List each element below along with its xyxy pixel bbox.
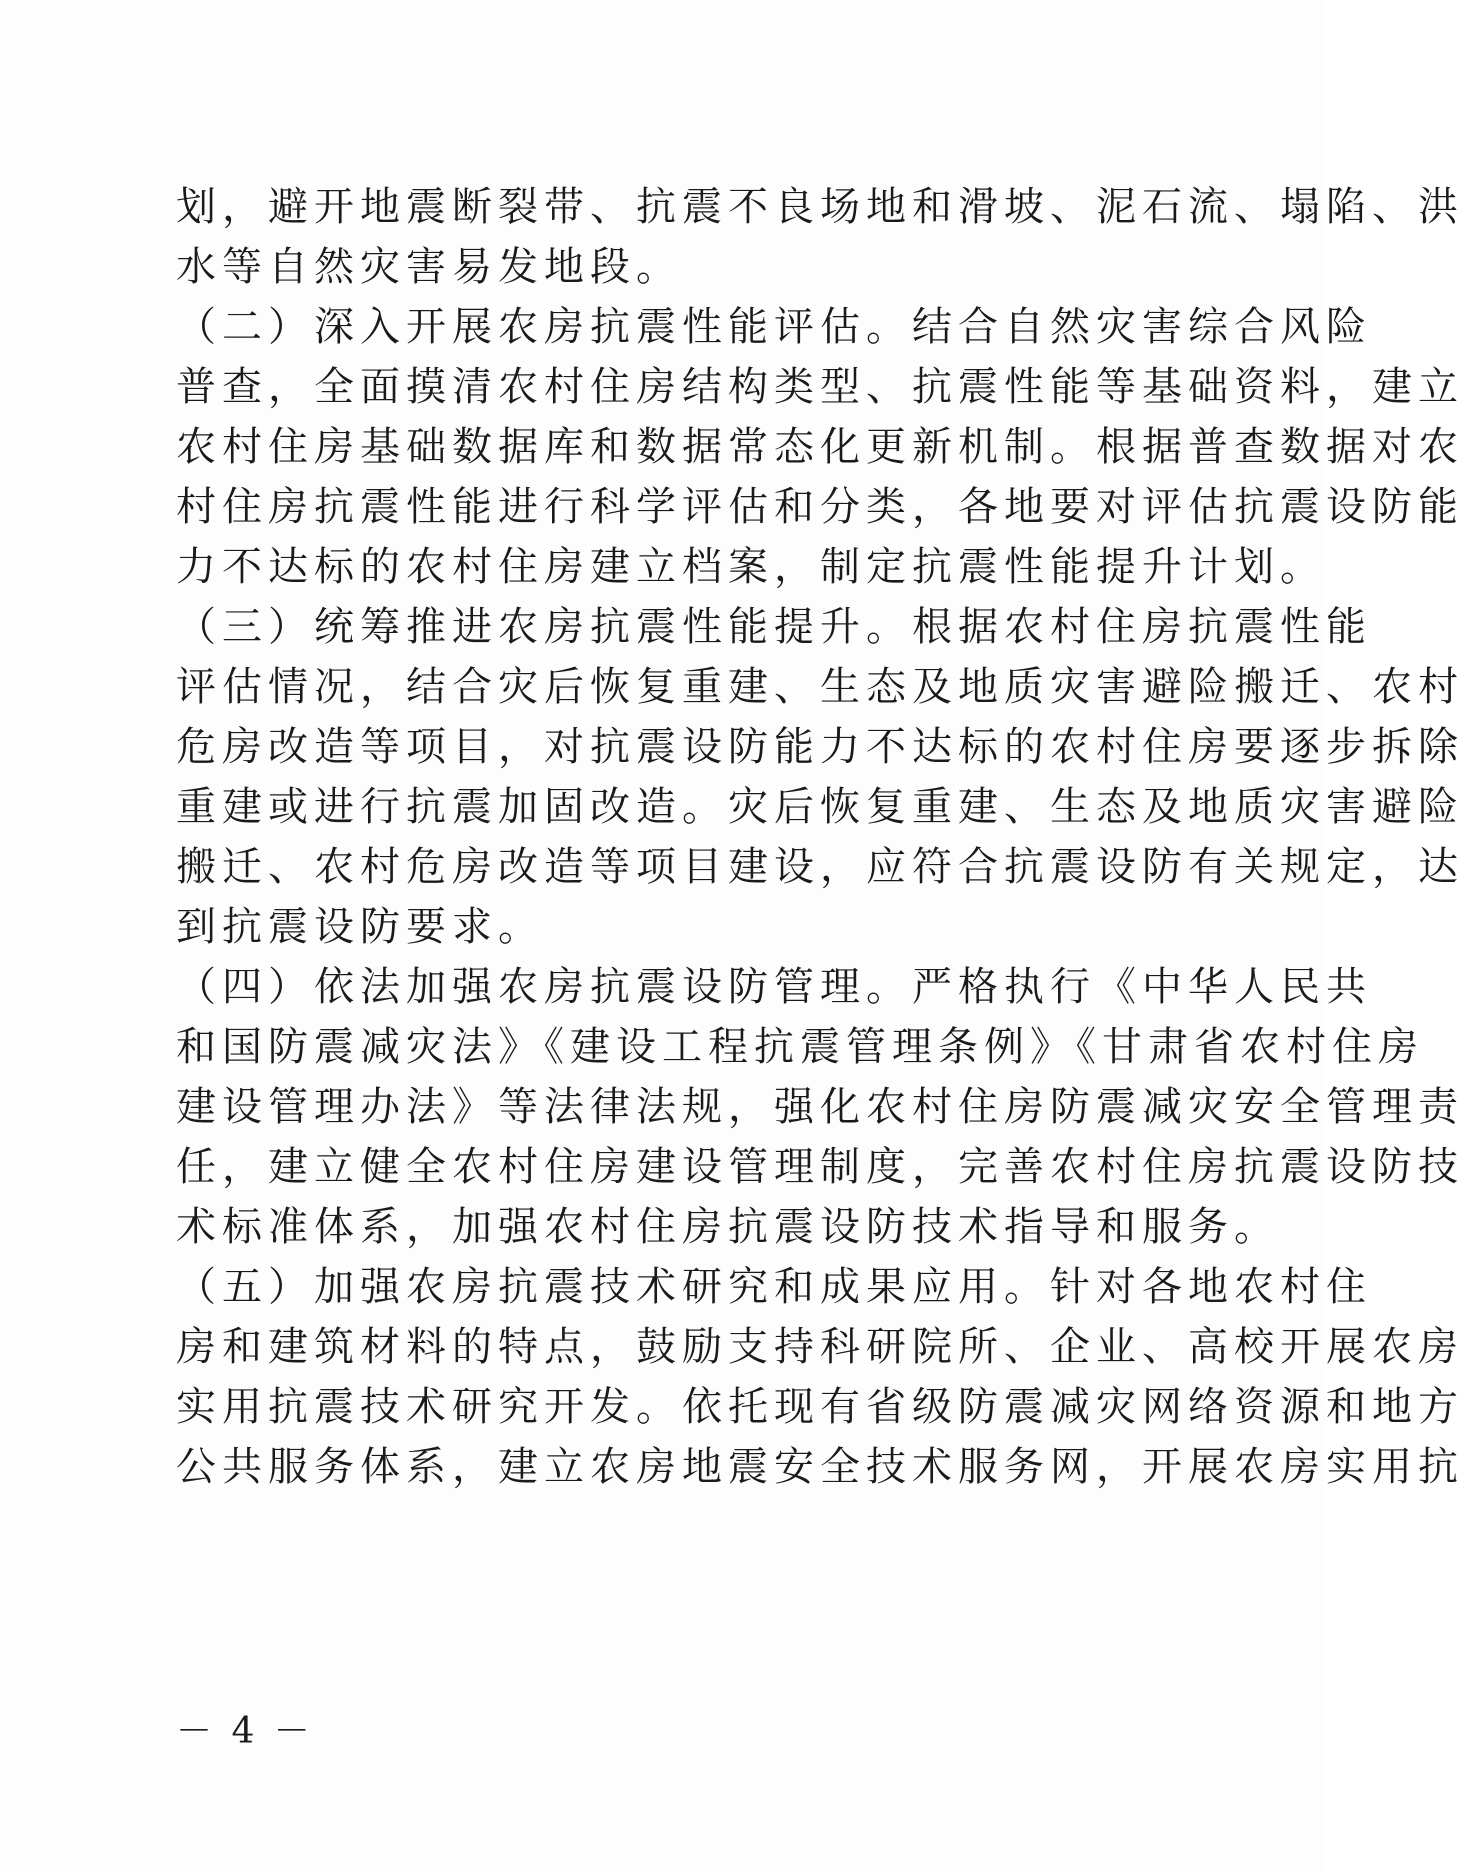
text-line: 任，建立健全农村住房建设管理制度，完善农村住房抗震设防技 [176, 1144, 1464, 1190]
text-line: 农村住房基础数据库和数据常态化更新机制。根据普查数据对农 [176, 424, 1464, 470]
text-line: 危房改造等项目，对抗震设防能力不达标的农村住房要逐步拆除 [176, 724, 1464, 770]
text-line: 到抗震设防要求。 [176, 904, 544, 950]
text-line: 重建或进行抗震加固改造。灾后恢复重建、生态及地质灾害避险 [176, 784, 1464, 830]
text-line: 水等自然灾害易发地段。 [176, 244, 682, 290]
text-line: （五）加强农房抗震技术研究和成果应用。针对各地农村住 [176, 1264, 1372, 1310]
text-line: （二）深入开展农房抗震性能评估。结合自然灾害综合风险 [176, 304, 1372, 350]
text-line: 划，避开地震断裂带、抗震不良场地和滑坡、泥石流、塌陷、洪 [176, 184, 1464, 230]
text-line: 建设管理办法》等法律法规，强化农村住房防震减灾安全管理责 [176, 1084, 1464, 1130]
text-line: 评估情况，结合灾后恢复重建、生态及地质灾害避险搬迁、农村 [176, 664, 1464, 710]
text-line: 实用抗震技术研究开发。依托现有省级防震减灾网络资源和地方 [176, 1384, 1464, 1430]
text-line: （三）统筹推进农房抗震性能提升。根据农村住房抗震性能 [176, 604, 1372, 650]
text-line: 术标准体系，加强农村住房抗震设防技术指导和服务。 [176, 1204, 1280, 1250]
text-line: 力不达标的农村住房建立档案，制定抗震性能提升计划。 [176, 544, 1326, 590]
text-line: 房和建筑材料的特点，鼓励支持科研院所、企业、高校开展农房 [176, 1324, 1464, 1370]
text-line: 和国防震减灾法》《建设工程抗震管理条例》《甘肃省农村住房 [176, 1024, 1424, 1070]
text-line: （四）依法加强农房抗震设防管理。严格执行《中华人民共 [176, 964, 1372, 1010]
text-line: 搬迁、农村危房改造等项目建设，应符合抗震设防有关规定，达 [176, 844, 1464, 890]
text-line: 村住房抗震性能进行科学评估和分类，各地要对评估抗震设防能 [176, 484, 1464, 530]
page-number: － 4 － [176, 1711, 314, 1752]
text-line: 普查，全面摸清农村住房结构类型、抗震性能等基础资料，建立 [176, 364, 1464, 410]
text-line: 公共服务体系，建立农房地震安全技术服务网，开展农房实用抗 [176, 1444, 1464, 1490]
